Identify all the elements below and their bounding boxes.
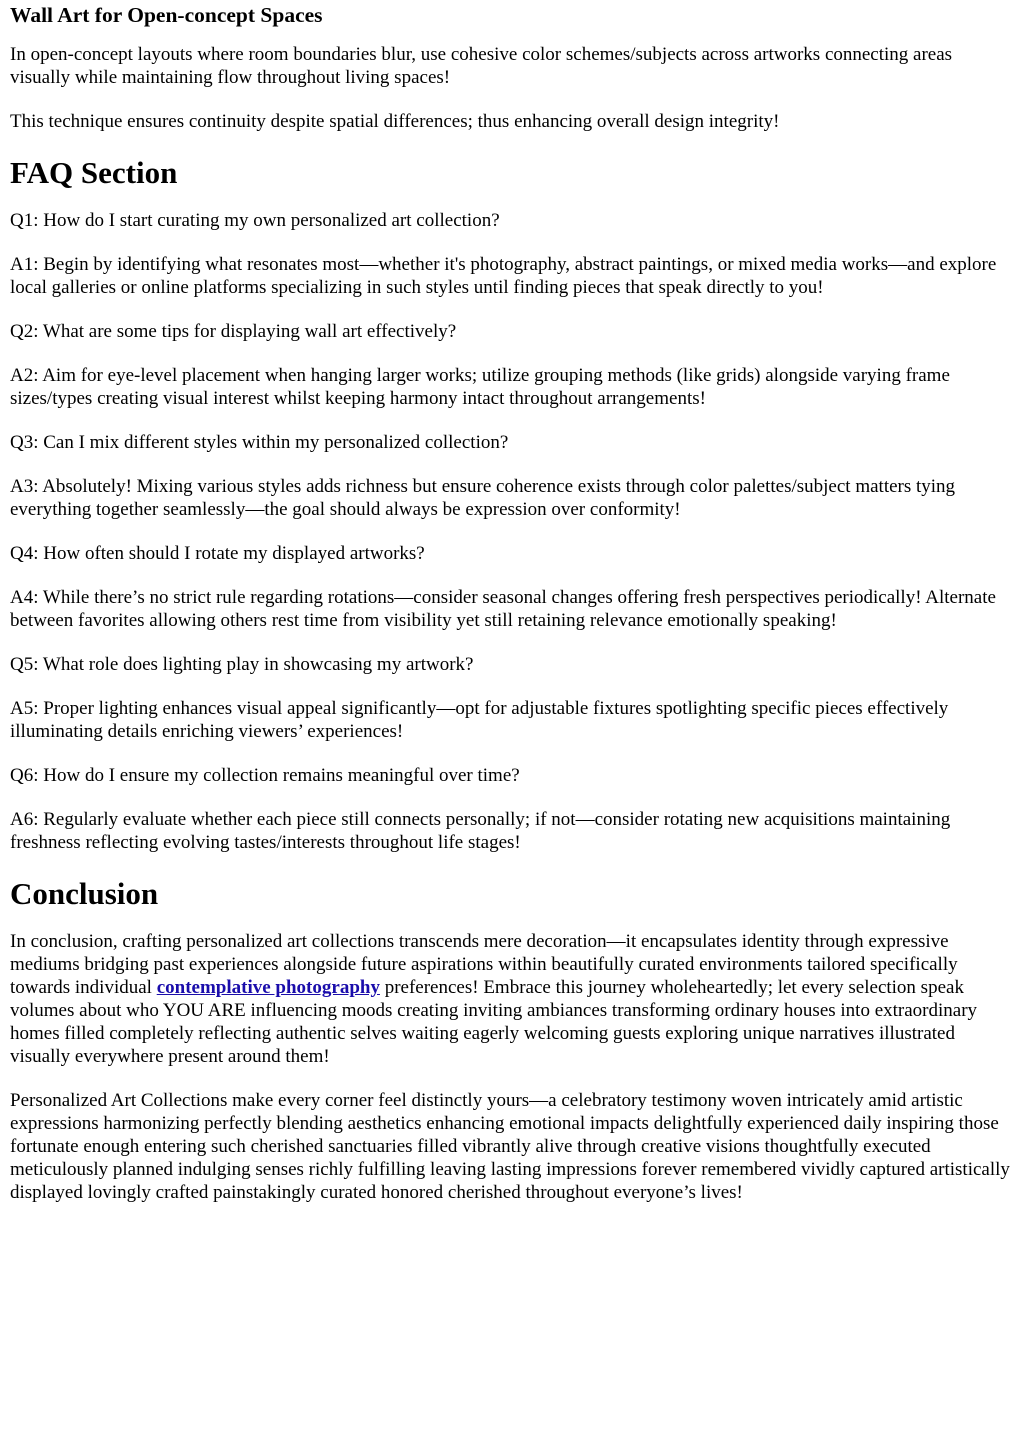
conclusion-paragraph-2: Personalized Art Collections make every corner feel distinctly yours—a celebratory testimony woven intricately amid artistic expressions harmonizing perfectly blending aesthetics enhancing emotional impacts delightfully experienced daily inspiring those fortunate enough entering such cherished sanctuaries filled vibrantly alive through creative visions thoughtfully executed meticulously planned indulging senses richly fulfilling leaving lasting impressions forever remembered vividly captured artistically displayed lovingly crafted painstakingly curated honored cherished throughout everyone’s lives!: [10, 1090, 1010, 1203]
faq-answer: A1: Begin by identifying what resonates most—whether it's photography, abstract paintings, or mixed media works—and explore local galleries or online platforms specializing in such styles until finding pieces that speak directly to you!: [10, 254, 997, 298]
open-concept-heading: Wall Art for Open-concept Spaces: [10, 3, 323, 27]
conclusion-text-before-link: In conclusion, crafting personalized art collections transcends mere decoration—it encapsulates identity through expressive mediums bridging past experiences alongside future aspirations within beautifully curated environments tailored specifically towards individual: [10, 931, 958, 998]
faq-question: Q1: How do I start curating my own personalized art collection?: [10, 210, 500, 231]
conclusion-heading: Conclusion: [10, 876, 159, 911]
faq-answer: A4: While there’s no strict rule regarding rotations—consider seasonal changes offering fresh perspectives periodically! Alternate between favorites allowing others rest time from visibility yet still retaining relevance emotionally speaking!: [10, 587, 996, 631]
contemplative-photography-link[interactable]: contemplative photography: [156, 977, 380, 998]
faq-question: Q2: What are some tips for displaying wall art effectively?: [10, 321, 457, 342]
open-concept-paragraph-1: In open-concept layouts where room boundaries blur, use cohesive color schemes/subjects across artworks connecting areas visually while maintaining flow throughout living spaces!: [10, 44, 953, 88]
conclusion-paragraph-1: [10, 930, 1014, 1068]
faq-heading: FAQ Section: [10, 155, 178, 190]
faq-question: Q5: What role does lighting play in showcasing my artwork?: [10, 654, 474, 675]
faq-answer: A3: Absolutely! Mixing various styles adds richness but ensure coherence exists through color palettes/subject matters tying everything together seamlessly—the goal should always be expression over conformity!: [10, 476, 956, 520]
faq-answer: A6: Regularly evaluate whether each piece still connects personally; if not—consider rotating new acquisitions maintaining freshness reflecting evolving tastes/interests throughout life stages!: [10, 809, 951, 853]
faq-list: [10, 209, 1014, 854]
open-concept-paragraph-2: This technique ensures continuity despite spatial differences; thus enhancing overall design integrity!: [10, 111, 780, 132]
conclusion-text-after-link: preferences! Embrace this journey wholeheartedly; let every selection speak volumes about who YOU ARE influencing moods creating inviting ambiances transforming ordinary houses into extraordinary homes filled completely reflecting authentic selves waiting eagerly welcoming guests exploring unique narratives illustrated visually everywhere present around them!: [10, 977, 978, 1067]
faq-question: Q6: How do I ensure my collection remains meaningful over time?: [10, 765, 520, 786]
faq-question: Q4: How often should I rotate my displayed artworks?: [10, 543, 425, 564]
faq-question: Q3: Can I mix different styles within my personalized collection?: [10, 432, 509, 453]
faq-answer: A2: Aim for eye-level placement when hanging larger works; utilize grouping methods (like grids) alongside varying frame sizes/types creating visual interest whilst keeping harmony intact throughout arrangements!: [10, 365, 950, 409]
faq-answer: A5: Proper lighting enhances visual appeal significantly—opt for adjustable fixtures spotlighting specific pieces effectively illuminating details enriching viewers’ experiences!: [10, 698, 949, 742]
